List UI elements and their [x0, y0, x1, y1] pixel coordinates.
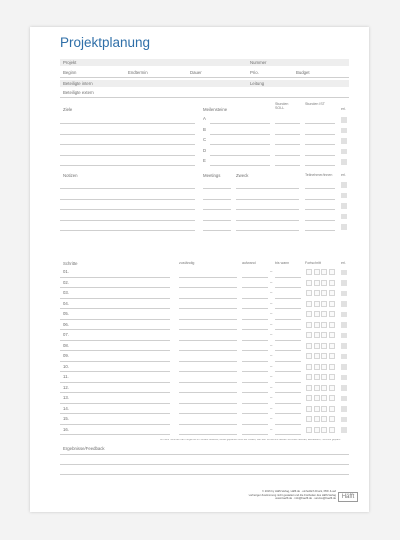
bis-wann-rule	[275, 308, 301, 309]
progress-box[interactable]	[306, 427, 312, 433]
step-number: 09.	[63, 353, 69, 358]
date-dash: –	[270, 353, 273, 358]
stunden-ist-label: Stunden IST	[305, 102, 325, 106]
ist-rule	[305, 165, 335, 166]
meetings-rule	[203, 209, 231, 210]
step-rule	[60, 298, 170, 299]
step-number: 13.	[63, 395, 69, 400]
aufwand-rule	[242, 403, 268, 404]
erl-label: erl.	[341, 173, 346, 177]
notes-rule	[60, 199, 195, 200]
date-dash: –	[270, 363, 273, 369]
feedback-label: Ergebnisse/Feedback	[63, 446, 105, 451]
date-dash: –	[270, 332, 273, 337]
ist-rule	[305, 134, 335, 135]
progress-box[interactable]	[306, 395, 312, 401]
bis-wann-rule	[275, 350, 301, 351]
aufwand-rule	[242, 361, 268, 362]
date-dash: –	[270, 405, 273, 411]
step-number: 01.	[63, 269, 69, 274]
progress-box[interactable]	[321, 332, 327, 338]
progress-box[interactable]	[314, 353, 320, 359]
step-number: 16.	[63, 426, 69, 432]
progress-box[interactable]	[321, 406, 327, 412]
progress-box[interactable]	[329, 311, 335, 317]
copyright-block	[240, 490, 336, 501]
progress-box[interactable]	[321, 280, 327, 286]
date-dash: –	[270, 290, 273, 295]
done-checkbox[interactable]	[341, 182, 347, 188]
document-page	[30, 27, 369, 512]
zustaendig-rule	[179, 287, 237, 288]
meetings-label: Meetings	[203, 173, 221, 178]
step-rule	[60, 434, 170, 435]
date-dash: –	[270, 269, 273, 274]
beteiligte-intern-label: Beteiligte intern	[63, 80, 93, 86]
done-checkbox[interactable]	[341, 396, 347, 402]
bis-wann-rule	[275, 392, 301, 393]
progress-box[interactable]	[306, 280, 312, 286]
progress-box[interactable]	[321, 290, 327, 296]
progress-box[interactable]	[306, 416, 312, 422]
progress-box[interactable]	[321, 385, 327, 391]
step-number: 10.	[63, 363, 69, 369]
zweck-rule	[236, 188, 299, 189]
goal-rule	[60, 155, 195, 156]
progress-box[interactable]	[321, 269, 327, 275]
notizen-label: Notizen	[63, 173, 78, 178]
progress-box[interactable]	[329, 364, 335, 370]
notes-rule	[60, 188, 195, 189]
progress-box[interactable]	[321, 301, 327, 307]
done-checkbox[interactable]	[341, 224, 347, 230]
aufwand-rule	[242, 371, 268, 372]
beginn-label: Beginn	[63, 70, 77, 75]
done-checkbox[interactable]	[341, 128, 347, 134]
ist-rule	[305, 123, 335, 124]
step-number: 07.	[63, 332, 69, 337]
progress-box[interactable]	[314, 322, 320, 328]
progress-box[interactable]	[329, 385, 335, 391]
date-dash: –	[270, 374, 273, 379]
done-checkbox[interactable]	[341, 322, 347, 328]
ist-rule	[305, 155, 335, 156]
done-checkbox[interactable]	[341, 301, 347, 307]
teilnehmer-label: Teilnehmer/innen	[305, 173, 333, 177]
progress-box[interactable]	[306, 385, 312, 391]
meetings-rule	[203, 220, 231, 221]
bis-wann-rule	[275, 371, 301, 372]
step-number: 03.	[63, 290, 69, 295]
step-number: 11.	[63, 374, 69, 379]
milestone-letter: C	[203, 137, 207, 142]
zustaendig-rule	[179, 434, 237, 435]
aufwand-rule	[242, 424, 268, 425]
aufwand-rule	[242, 308, 268, 309]
step-rule	[60, 413, 170, 414]
progress-box[interactable]	[306, 374, 312, 380]
step-rule	[60, 319, 170, 320]
progress-box[interactable]	[306, 343, 312, 349]
zweck-label: Zweck	[236, 173, 249, 178]
step-number: 02.	[63, 279, 69, 285]
done-checkbox[interactable]	[341, 333, 347, 339]
done-checkbox[interactable]	[341, 214, 347, 220]
goal-rule	[60, 123, 195, 124]
date-dash: –	[270, 321, 273, 327]
progress-box[interactable]	[321, 343, 327, 349]
bis-wann-rule	[275, 403, 301, 404]
progress-box[interactable]	[329, 395, 335, 401]
progress-box[interactable]	[314, 406, 320, 412]
bis-wann-rule	[275, 277, 301, 278]
progress-box[interactable]	[329, 280, 335, 286]
milestone-letter: D	[203, 147, 207, 153]
progress-box[interactable]	[306, 322, 312, 328]
step-rule	[60, 287, 170, 288]
endtermin-label: Endtermin	[128, 70, 148, 75]
milestone-rule	[210, 123, 270, 124]
feedback-rule	[60, 454, 349, 455]
progress-box[interactable]	[329, 416, 335, 422]
bis-wann-rule	[275, 424, 301, 425]
aufwand-rule	[242, 350, 268, 351]
date-dash: –	[270, 300, 273, 306]
bis-wann-rule	[275, 329, 301, 330]
step-rule	[60, 277, 170, 278]
notes-rule	[60, 230, 195, 231]
bis-wann-label: bis wann	[275, 261, 290, 265]
zustaendig-rule	[179, 298, 237, 299]
done-checkbox[interactable]	[341, 354, 347, 360]
progress-box[interactable]	[321, 364, 327, 370]
aufwand-rule	[242, 413, 268, 414]
step-rule	[60, 340, 170, 341]
zweck-rule	[236, 199, 299, 200]
progress-box[interactable]	[306, 301, 312, 307]
progress-box[interactable]	[306, 290, 312, 296]
progress-box[interactable]	[314, 311, 320, 317]
zustaendig-rule	[179, 403, 237, 404]
progress-box[interactable]	[314, 290, 320, 296]
zustaendig-rule	[179, 382, 237, 383]
haefft-logo: Häfft	[338, 492, 358, 502]
zustaendig-rule	[179, 340, 237, 341]
aufwand-rule	[242, 382, 268, 383]
leitung-label: Leitung	[250, 80, 265, 86]
progress-box[interactable]	[321, 427, 327, 433]
meetings-rule	[203, 188, 231, 189]
bis-wann-rule	[275, 340, 301, 341]
aufwand-rule	[242, 287, 268, 288]
dauer-label: Dauer	[190, 70, 202, 75]
aufwand-rule	[242, 434, 268, 435]
progress-box[interactable]	[314, 343, 320, 349]
aufwand-rule	[242, 392, 268, 393]
bis-wann-rule	[275, 434, 301, 435]
ziele-label: Ziele	[63, 107, 73, 112]
progress-box[interactable]	[329, 374, 335, 380]
progress-box[interactable]	[329, 343, 335, 349]
milestone-rule	[210, 165, 270, 166]
done-checkbox[interactable]	[341, 406, 347, 412]
milestone-letter: A	[203, 116, 206, 121]
zustaendig-rule	[179, 277, 237, 278]
zustaendig-rule	[179, 413, 237, 414]
date-dash: –	[270, 384, 273, 390]
done-checkbox[interactable]	[341, 375, 347, 381]
zustaendig-rule	[179, 308, 237, 309]
progress-box[interactable]	[306, 332, 312, 338]
step-number: 15.	[63, 416, 69, 421]
done-checkbox[interactable]	[341, 270, 347, 276]
teilnehmer-rule	[305, 188, 335, 189]
soll-rule	[275, 123, 300, 124]
page-title: Projektplanung	[60, 35, 151, 50]
date-dash: –	[270, 311, 273, 316]
done-checkbox[interactable]	[341, 417, 347, 423]
copyright-line: www.haefft.de · info@haefft.de · service@haefft.de	[275, 497, 336, 501]
step-number: 05.	[63, 311, 69, 316]
progress-box[interactable]	[314, 332, 320, 338]
step-rule	[60, 403, 170, 404]
progress-box[interactable]	[321, 322, 327, 328]
goal-rule	[60, 165, 195, 166]
progress-box[interactable]	[321, 395, 327, 401]
zustaendig-rule	[179, 350, 237, 351]
progress-box[interactable]	[329, 301, 335, 307]
date-dash: –	[270, 279, 273, 285]
progress-box[interactable]	[306, 353, 312, 359]
step-number: 04.	[63, 300, 69, 306]
milestone-letter: E	[203, 158, 206, 163]
done-checkbox[interactable]	[341, 312, 347, 318]
beteiligte-band	[60, 80, 349, 87]
goal-rule	[60, 144, 195, 145]
done-checkbox[interactable]	[341, 203, 347, 209]
step-number: 14.	[63, 405, 69, 411]
zweck-rule	[236, 220, 299, 221]
done-checkbox[interactable]	[341, 364, 347, 370]
stunden-soll-label: Stunden SOLL	[275, 102, 289, 110]
step-number: 06.	[63, 321, 69, 327]
date-dash: –	[270, 426, 273, 432]
aufwand-label: aufwand	[242, 261, 256, 265]
ist-rule	[305, 144, 335, 145]
progress-box[interactable]	[314, 280, 320, 286]
aufwand-rule	[242, 329, 268, 330]
footnote: Je mehr Schritte man möglichst im voraus bedenkt, desto geplanter wird der Ablauf; wer den Fortschritt dieses Schrittes festhält, aktualisiert† sinnvoll geplant	[160, 439, 341, 441]
teilnehmer-rule	[305, 230, 335, 231]
zustaendig-rule	[179, 361, 237, 362]
meilensteine-label: Meilensteine	[203, 107, 228, 112]
bis-wann-rule	[275, 319, 301, 320]
zustaendig-rule	[179, 329, 237, 330]
beteiligte-extern-label: Beteiligte extern	[63, 90, 94, 95]
step-rule	[60, 308, 170, 309]
progress-box[interactable]	[329, 427, 335, 433]
progress-box[interactable]	[329, 290, 335, 296]
progress-box[interactable]	[329, 332, 335, 338]
soll-rule	[275, 144, 300, 145]
bis-wann-rule	[275, 287, 301, 288]
notes-rule	[60, 220, 195, 221]
copyright-line: vorheriger Zustimmung nicht gestattet und die Freiheiten des Häfft-Verlag	[248, 493, 336, 497]
progress-box[interactable]	[329, 269, 335, 275]
meetings-rule	[203, 199, 231, 200]
milestone-rule	[210, 155, 270, 156]
progress-box[interactable]	[321, 311, 327, 317]
progress-box[interactable]	[314, 416, 320, 422]
date-dash: –	[270, 342, 273, 348]
step-rule	[60, 424, 170, 425]
done-checkbox[interactable]	[341, 291, 347, 297]
date-dash: –	[270, 416, 273, 421]
projekt-label: Projekt	[63, 59, 77, 65]
prio-label: Prio.	[250, 70, 259, 75]
done-checkbox[interactable]	[341, 149, 347, 155]
zustaendig-rule	[179, 392, 237, 393]
progress-box[interactable]	[306, 311, 312, 317]
progress-box[interactable]	[314, 374, 320, 380]
soll-rule	[275, 134, 300, 135]
progress-box[interactable]	[314, 427, 320, 433]
progress-box[interactable]	[306, 406, 312, 412]
projekt-band	[60, 59, 349, 66]
fortschritt-label: Fortschritt	[305, 261, 321, 265]
progress-box[interactable]	[306, 269, 312, 275]
progress-box[interactable]	[314, 269, 320, 275]
progress-box[interactable]	[321, 353, 327, 359]
progress-box[interactable]	[329, 353, 335, 359]
progress-box[interactable]	[314, 395, 320, 401]
copyright-line: © 2016 by Häfft-Verlag, Häfft.de · einheitlich Druck, PDF & auf	[261, 490, 336, 493]
feedback-rule	[60, 464, 349, 465]
done-checkbox[interactable]	[341, 343, 347, 349]
step-rule	[60, 371, 170, 372]
done-checkbox[interactable]	[341, 117, 347, 123]
meetings-rule	[203, 230, 231, 231]
feedback-rule	[60, 474, 349, 475]
progress-box[interactable]	[329, 322, 335, 328]
done-checkbox[interactable]	[341, 385, 347, 391]
aufwand-rule	[242, 277, 268, 278]
progress-box[interactable]	[314, 364, 320, 370]
bis-wann-rule	[275, 413, 301, 414]
step-rule	[60, 361, 170, 362]
done-checkbox[interactable]	[341, 280, 347, 286]
nummer-label: Nummer	[250, 59, 267, 65]
notes-rule	[60, 209, 195, 210]
progress-box[interactable]	[306, 364, 312, 370]
done-checkbox[interactable]	[341, 138, 347, 144]
step-rule	[60, 350, 170, 351]
progress-box[interactable]	[329, 406, 335, 412]
date-dash: –	[270, 395, 273, 400]
teilnehmer-rule	[305, 209, 335, 210]
milestone-rule	[210, 144, 270, 145]
progress-box[interactable]	[314, 301, 320, 307]
done-checkbox[interactable]	[341, 159, 347, 165]
step-rule	[60, 382, 170, 383]
step-number: 12.	[63, 384, 69, 390]
bis-wann-rule	[275, 298, 301, 299]
milestone-rule	[210, 134, 270, 135]
aufwand-rule	[242, 298, 268, 299]
aufwand-rule	[242, 319, 268, 320]
budget-label: Budget	[296, 70, 310, 75]
zustaendig-label: zuständig	[179, 261, 195, 265]
done-checkbox[interactable]	[341, 193, 347, 199]
progress-box[interactable]	[314, 385, 320, 391]
step-number: 08.	[63, 342, 69, 348]
zweck-rule	[236, 230, 299, 231]
aufwand-rule	[242, 340, 268, 341]
done-checkbox[interactable]	[341, 427, 347, 433]
bis-wann-rule	[275, 382, 301, 383]
zweck-rule	[236, 209, 299, 210]
zustaendig-rule	[179, 319, 237, 320]
erl-label: erl.	[341, 261, 346, 265]
zustaendig-rule	[179, 424, 237, 425]
teilnehmer-rule	[305, 220, 335, 221]
zustaendig-rule	[179, 371, 237, 372]
erl-label: erl.	[341, 107, 346, 111]
soll-rule	[275, 165, 300, 166]
rule	[60, 97, 349, 98]
bis-wann-rule	[275, 361, 301, 362]
goal-rule	[60, 134, 195, 135]
rule	[60, 77, 349, 78]
schritte-label: Schritte	[63, 261, 78, 266]
teilnehmer-rule	[305, 199, 335, 200]
milestone-letter: B	[203, 126, 206, 132]
progress-box[interactable]	[321, 374, 327, 380]
progress-box[interactable]	[321, 416, 327, 422]
step-rule	[60, 329, 170, 330]
soll-rule	[275, 155, 300, 156]
step-rule	[60, 392, 170, 393]
